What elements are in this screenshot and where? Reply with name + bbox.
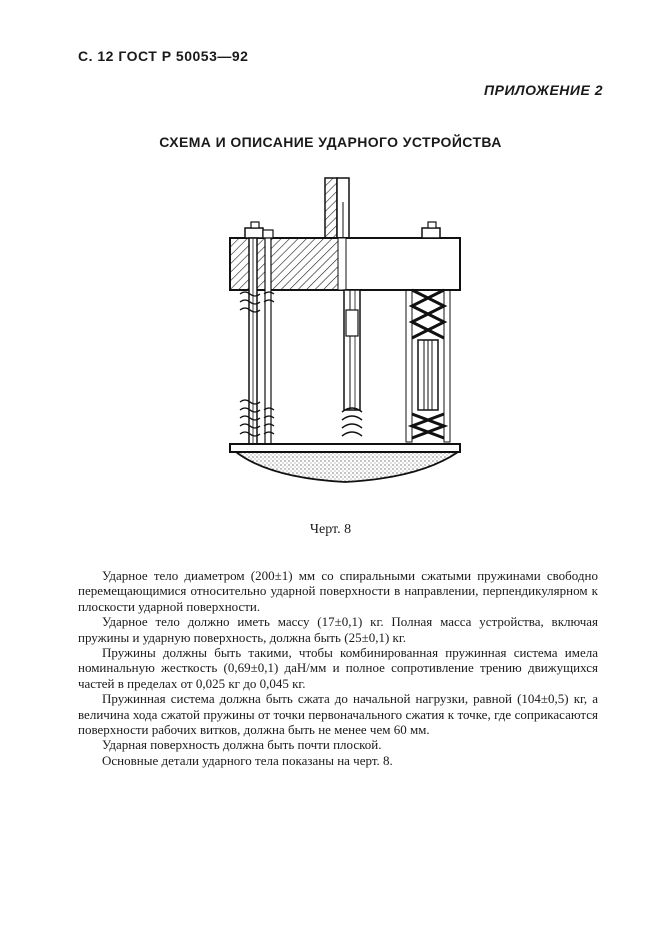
appendix-label: ПРИЛОЖЕНИЕ 2 <box>484 82 603 98</box>
description-text <box>78 568 598 768</box>
main-spring <box>406 290 450 442</box>
paragraph: Основные детали ударного тела показаны на черт. 8. <box>102 752 393 768</box>
paragraph: Пружины должны быть такими, чтобы комбинированная пружинная система имела номинальную жесткость (0,69±0,1) даН/мм и полное сопротивление трению движущихся частей в пределах от 0,025 кг до 0,045 кг. <box>78 645 598 691</box>
top-rod <box>325 178 349 238</box>
paragraph: Ударное тело диаметром (200±1) мм со спиральными сжатыми пружинами свободно перемещающимися относительно ударной поверхности в направлении, перпендикулярном к плоскости ударной поверхности. <box>78 568 598 614</box>
impact-surface <box>230 444 460 482</box>
page-title: СХЕМА И ОПИСАНИЕ УДАРНОГО УСТРОЙСТВА <box>159 134 502 150</box>
drawing-svg <box>220 172 480 492</box>
page-header: С. 12 ГОСТ Р 50053—92 <box>78 48 249 64</box>
paragraph: Ударное тело должно иметь массу (17±0,1) кг. Полная масса устройства, включая пружины и ударную поверхность, должна быть (25±0,1) кг. <box>78 614 598 645</box>
paragraph: Ударная поверхность должна быть почти плоской. <box>102 737 382 753</box>
paragraph: Пружинная система должна быть сжата до начальной нагрузки, равной (104±0,5) кг, а величина хода сжатой пружины от точки первоначального сжатия к точке, где соприкасаются поверхности рабочих витков, должна быть не менее чем 60 мм. <box>78 691 598 738</box>
figure-caption: Черт. 8 <box>309 522 352 537</box>
center-spring <box>342 290 362 436</box>
impact-device-drawing <box>220 172 480 492</box>
